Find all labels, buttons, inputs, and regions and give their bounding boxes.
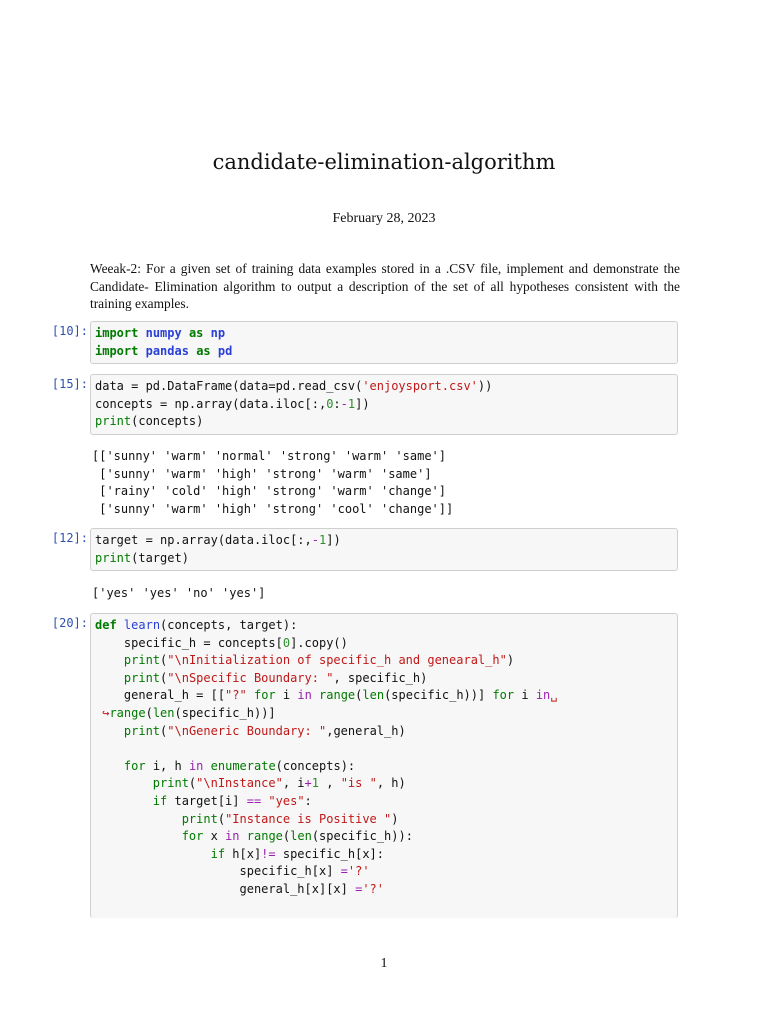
cell-output-15: [['sunny' 'warm' 'normal' 'strong' 'warm' 'same'] ['sunny' 'warm' 'high' 'strong' 'warm' 'same'] ['rainy' 'cold' 'high' 'strong' 'warm' 'change'] ['sunny' 'warm' 'high' 'strong' 'cool' 'change']] — [92, 449, 454, 516]
code-cell-20[interactable] — [90, 613, 678, 918]
code-cell-15[interactable] — [90, 374, 678, 435]
code-cell-10[interactable] — [90, 321, 678, 364]
cell-output-12: ['yes' 'yes' 'no' 'yes'] — [92, 586, 266, 600]
cell-prompt-20: [20]: — [51, 616, 88, 630]
code-block: def learn(concepts, target): specific_h = concepts[0].copy() print("\nInitialization of specific_h and genearal_h") print("\nSpecific Boundary: ", specific_h) general_h = [["?" for i in range(len(specific_h))] for i in␣ ↪range(len(specific_h))] print("\nGeneric Boundary: ",general_h) for i, h in enumerate(concepts): print("\nInstance", i+1 , "is ", h) if target[i] == "yes": print("Instance is Positive ") for x in range(len(specific_h)): if h[x]!= specific_h[x]: specific_h[x] ='?' general_h[x][x] ='?' — [95, 618, 558, 896]
document-date: February 28, 2023 — [332, 211, 436, 226]
code-block: import numpy as np import pandas as pd — [95, 326, 233, 358]
page-number: 1 — [380, 956, 388, 971]
cell-prompt-15: [15]: — [51, 377, 88, 391]
code-block: target = np.array(data.iloc[:,-1]) print(target) — [95, 533, 341, 565]
cell-prompt-10: [10]: — [51, 324, 88, 338]
intro-paragraph: Weeak-2: For a given set of training data examples stored in a .CSV file, implement and demonstrate the Candidate- Elimination algorithm to output a description of the set of all hypotheses consistent with the training examples. — [90, 261, 680, 312]
document-title: candidate-elimination-algorithm — [212, 150, 556, 174]
code-block: data = pd.DataFrame(data=pd.read_csv('enjoysport.csv')) concepts = np.array(data.iloc[:,0:-1]) print(concepts) — [95, 379, 493, 429]
cell-prompt-12: [12]: — [51, 531, 88, 545]
code-cell-12[interactable] — [90, 528, 678, 571]
